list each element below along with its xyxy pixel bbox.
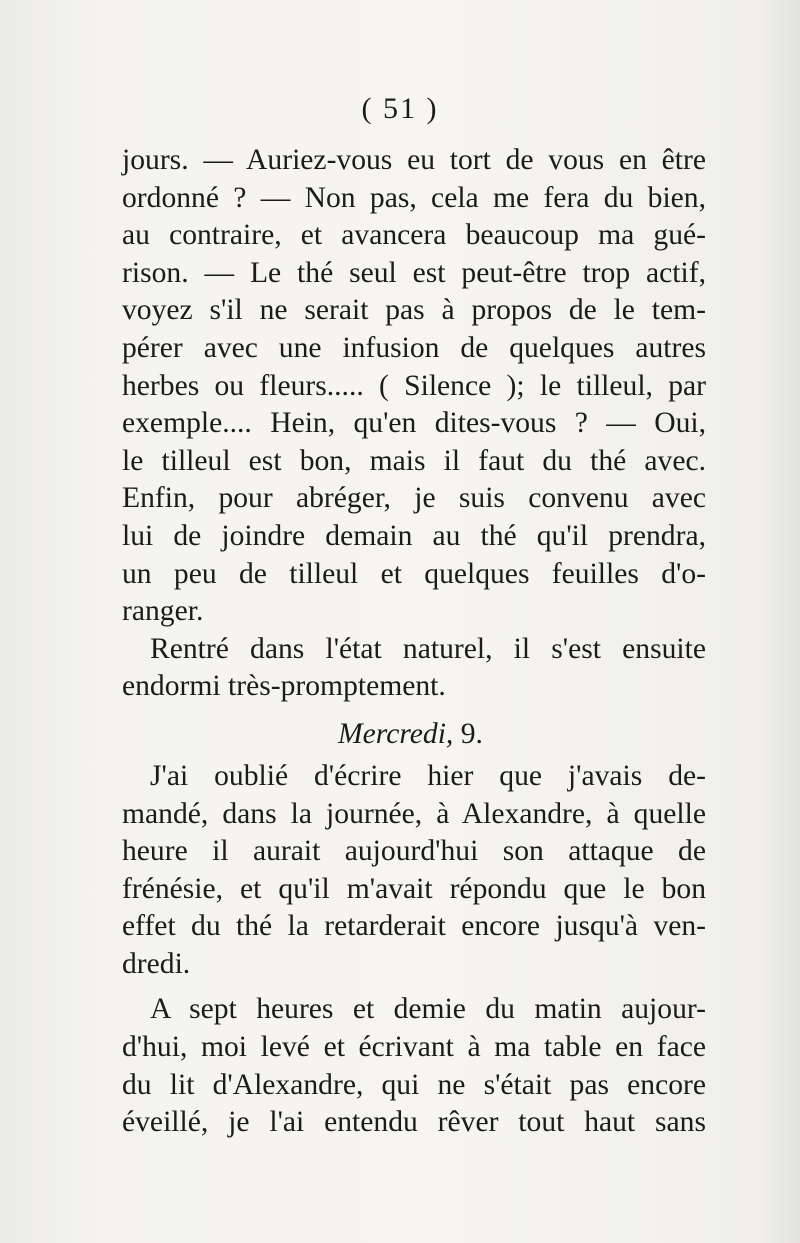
text-line: le tilleul est bon, mais il faut du thé avec.	[122, 444, 706, 477]
page-fold-shadow	[760, 0, 800, 1243]
page-number: ( 51 )	[361, 92, 439, 125]
text-line: exemple.... Hein, qu'en dites-vous ? — Oui,	[122, 407, 706, 440]
text-line: jours. — Auriez-vous eu tort de vous en être	[122, 144, 706, 176]
text-line: mandé, dans la journée, à Alexandre, à quelle	[122, 797, 706, 830]
text-line: éveillé, je l'ai entendu rêver tout haut sans	[122, 1106, 706, 1139]
text-line: au contraire, et avancera beaucoup ma gué-	[122, 219, 706, 252]
text-line: pérer avec une infusion de quelques autres	[122, 331, 706, 364]
date-heading-number: 9.	[460, 717, 483, 750]
text-line: herbes ou fleurs..... ( Silence ); le tilleul, par	[122, 369, 706, 402]
text-line: Enfin, pour abréger, je suis convenu avec	[122, 482, 706, 515]
text-line: ranger.	[122, 595, 204, 628]
text-line: voyez s'il ne serait pas à propos de le tem-	[122, 294, 706, 327]
text-line: lui de joindre demain au thé qu'il prendra,	[122, 519, 706, 552]
text-line: effet du thé la retarderait encore jusqu'à ven-	[122, 910, 706, 943]
text-line: Rentré dans l'état naturel, il s'est ensuite	[150, 632, 706, 665]
text-line: A sept heures et demie du matin aujour-	[150, 993, 706, 1026]
text-line: J'ai oublié d'écrire hier que j'avais de-	[150, 759, 706, 792]
text-line: ordonné ? — Non pas, cela me fera du bien,	[122, 181, 706, 214]
text-line: endormi très-promptement.	[122, 670, 446, 703]
date-heading-day: Mercredi,	[338, 717, 454, 750]
date-heading	[122, 706, 706, 758]
text-line: d'hui, moi levé et écrivant à ma table en face	[122, 1031, 706, 1064]
text-line: dredi.	[122, 947, 191, 980]
text-line: frénésie, et qu'il m'avait répondu que le bon	[122, 872, 706, 905]
text-line: rison. — Le thé seul est peut-être trop actif,	[122, 256, 706, 289]
text-line: du lit d'Alexandre, qui ne s'était pas encore	[122, 1068, 706, 1101]
text-line: heure il aurait aujourd'hui son attaque de	[122, 835, 706, 868]
page-text	[122, 142, 706, 1142]
text-line: un peu de tilleul et quelques feuilles d'o-	[122, 557, 706, 590]
